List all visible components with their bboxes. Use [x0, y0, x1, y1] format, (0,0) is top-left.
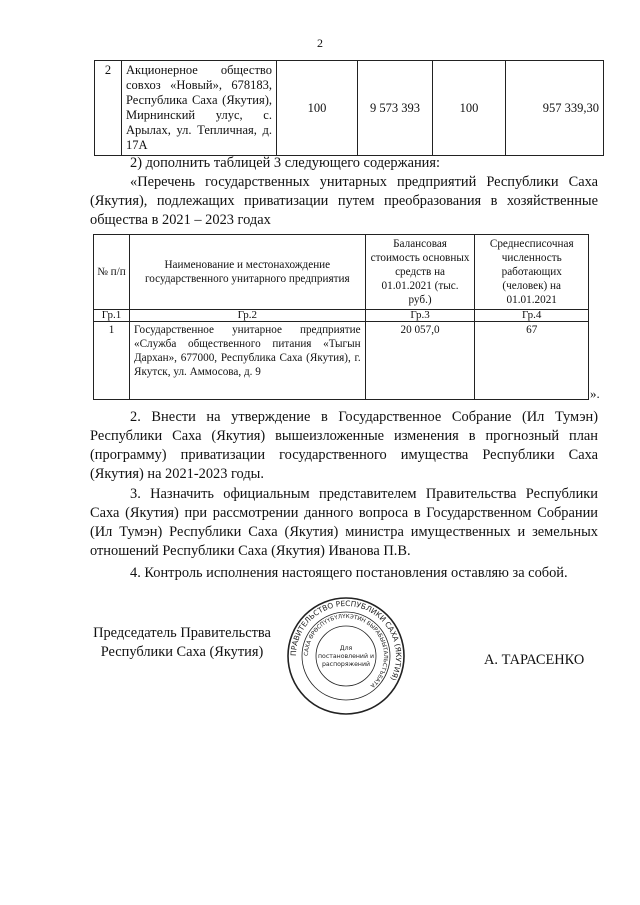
header-num: № п/п [94, 235, 130, 310]
group-label: Гр.3 [365, 310, 475, 322]
table-row [95, 61, 604, 156]
table-header-row [94, 235, 589, 310]
share-percent-cell: 100 [277, 61, 358, 156]
enterprise-name-cell: Государственное унитарное предприятие «Служба общественного питания «Тыгын Дархан», 677000, Республика Саха (Якутия), г. Якутск, ул. Аммосова, д. 9 [129, 322, 365, 400]
page-number: 2 [317, 36, 323, 50]
seal-center-line1: Для [339, 645, 353, 652]
signatory-title-line1: Председатель Правительства [93, 625, 271, 641]
paragraph-3: 3. Назначить официальным представителем Правительства Республики Саха (Якутия) при рассмотрении данного вопроса в Государственном Собрании (Ил Тумэн) Республики Саха (Якутия) министра имущественных и земельных отношений Республики Саха (Якутия) Иванова П.В. [90, 486, 598, 559]
table3-intro-paragraph: «Перечень государственных унитарных предприятий Республики Саха (Якутия), подлежащих приватизации путем преобразования в хозяйственные общества в 2021 – 2023 годах [90, 174, 598, 228]
employee-count-cell: 67 [475, 322, 589, 400]
company-name-cell: Акционерное общество совхоз «Новый», 678183, Республика Саха (Якутия), Мирнинский улус, с. Арылах, ул. Тепличная, д. 17А [122, 61, 277, 156]
enterprise-privatization-table [93, 234, 589, 400]
signatory-title-line2: Республики Саха (Якутия) [100, 644, 264, 660]
group-label: Гр.1 [94, 310, 130, 322]
paragraph-4: 4. Контроль исполнения настоящего постановления оставляю за собой. [130, 565, 568, 581]
table-row [94, 322, 589, 400]
seal-center-line2: постановлений и [318, 653, 374, 660]
official-seal [286, 596, 406, 716]
table-group-row [94, 310, 589, 322]
group-label: Гр.2 [129, 310, 365, 322]
amendment-paragraph: 2) дополнить таблицей 3 следующего содержания: [130, 155, 440, 171]
closing-quote: ». [590, 386, 600, 401]
paragraph-2: 2. Внести на утверждение в Государственное Собрание (Ил Тумэн) Республики Саха (Якутия) вышеизложенные изменения в прогнозный план (программу) приватизации государственного имущества Республики Саха (Якутия) на 2021-2023 годы. [90, 409, 598, 482]
percent-cell: 100 [433, 61, 506, 156]
row-number: 1 [94, 322, 130, 400]
svg-text:ПРАВИТЕЛЬСТВО РЕСПУБЛИКИ САХА [289, 599, 403, 682]
group-label: Гр.4 [475, 310, 589, 322]
balance-value-cell: 20 057,0 [365, 322, 475, 400]
header-value: Балансовая стоимость основных средств на 01.01.2021 (тыс. руб.) [365, 235, 475, 310]
row-number: 2 [95, 61, 122, 156]
seal-inner-text: САХА ӨРӨСПҮҮБҮЛҮКЭТИН БЫРАБЫЫТАЛЬСТЪБАТА [303, 613, 389, 689]
shares-count-cell: 9 573 393 [358, 61, 433, 156]
seal-outer-text: ПРАВИТЕЛЬСТВО РЕСПУБЛИКИ САХА (ЯКУТИЯ) [288, 598, 404, 683]
seal-center-line3: распоряжений [321, 661, 371, 668]
header-count: Среднесписочная численность работающих (человек) на 01.01.2021 [475, 235, 589, 310]
value-cell: 957 339,30 [506, 61, 604, 156]
signatory-name: А. ТАРАСЕНКО [484, 652, 585, 668]
signatory-title [90, 624, 274, 662]
enterprise-share-table [94, 60, 604, 156]
header-name: Наименование и местонахождение государственного унитарного предприятия [129, 235, 365, 310]
